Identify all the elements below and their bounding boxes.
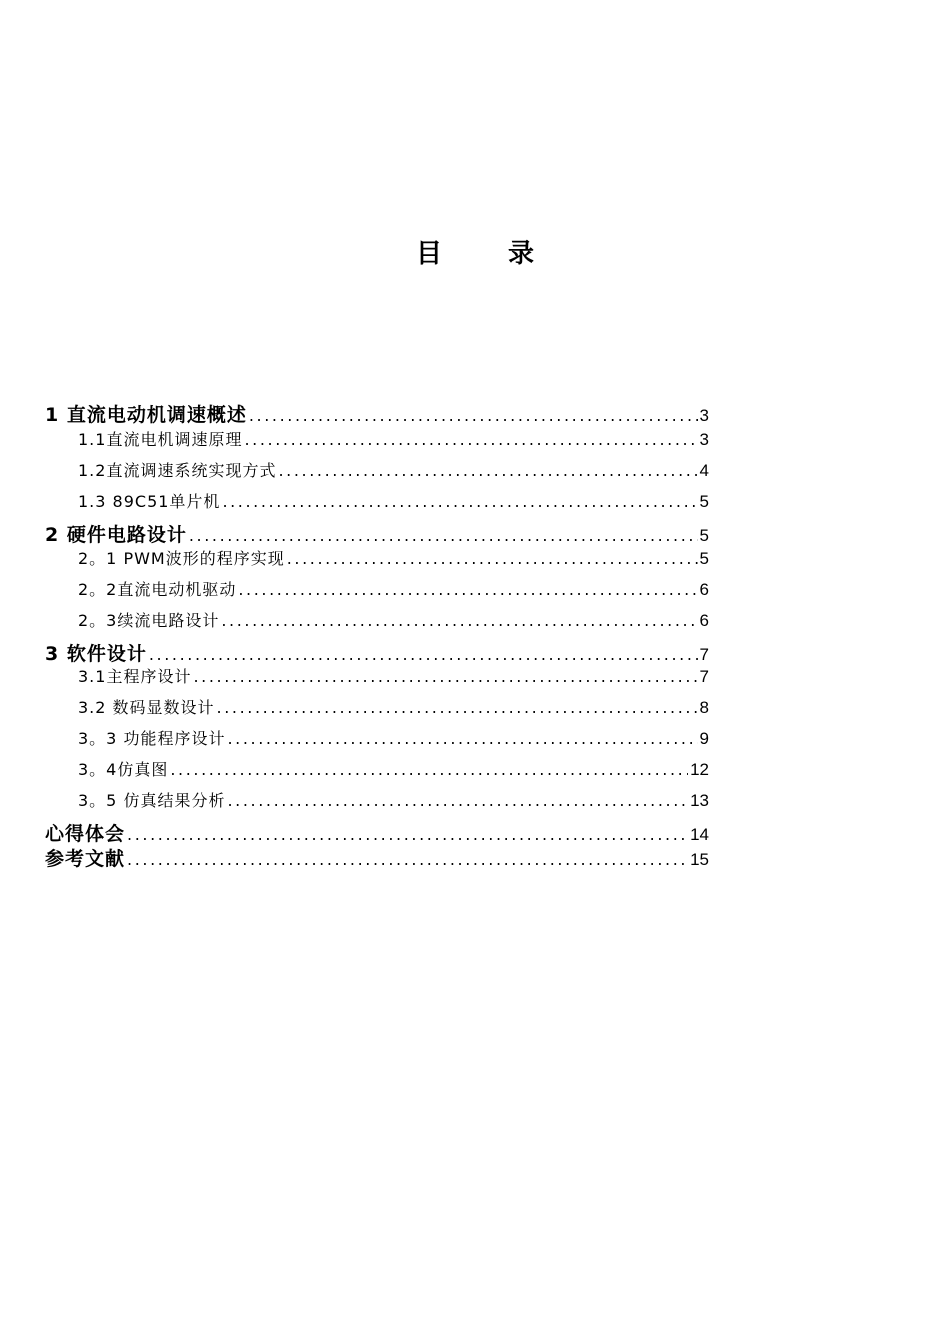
toc-entry-page: 7 [699, 645, 709, 664]
page-title-char-2: 录 [508, 239, 535, 269]
toc-entry-2-3[interactable] [45, 608, 709, 631]
toc-entry-page: 3 [699, 430, 709, 449]
toc-entry-3-3[interactable] [45, 726, 709, 749]
toc-entry-1[interactable] [45, 400, 709, 427]
toc-entry-page: 5 [699, 549, 709, 568]
toc-entry-label: 1.3 89C51单片机 [78, 492, 221, 511]
page-title [0, 233, 950, 270]
toc-entry-3-5[interactable] [45, 788, 709, 811]
toc-entry-page: 13 [690, 791, 709, 810]
toc-entry-label: 参考文献 [45, 848, 126, 870]
toc-entry-2[interactable] [45, 520, 709, 547]
toc-entry-3[interactable] [45, 639, 709, 666]
toc-leader-dots [189, 528, 698, 544]
toc-entry-page: 7 [699, 667, 709, 686]
toc-leader-dots [287, 551, 698, 567]
toc-entry-label: 3。4仿真图 [78, 760, 169, 779]
toc-entry-label: 1.2直流调速系统实现方式 [78, 461, 277, 480]
toc-leader-dots [227, 793, 688, 809]
toc-leader-dots [249, 408, 698, 424]
toc-entry-page: 8 [699, 698, 709, 717]
toc-leader-dots [221, 613, 697, 629]
toc-entry-3-1[interactable] [45, 664, 709, 687]
toc-leader-dots [127, 852, 688, 868]
toc-entry-page: 5 [699, 526, 709, 545]
toc-leader-dots [238, 582, 697, 598]
toc-entry-page: 9 [699, 729, 709, 748]
toc-entry-label: 3。5 仿真结果分析 [78, 791, 226, 810]
toc-entry-label: 2 硬件电路设计 [45, 524, 187, 546]
toc-entry-2-2[interactable] [45, 577, 709, 600]
toc-entry-label: 3 软件设计 [45, 643, 147, 665]
toc-leader-dots [170, 762, 688, 778]
toc-entry-page: 3 [699, 406, 709, 425]
toc-entry-page: 14 [690, 825, 709, 844]
toc-entry-label: 2。2直流电动机驱动 [78, 580, 237, 599]
toc-entry-label: 心得体会 [45, 823, 126, 845]
toc-leader-dots [217, 700, 698, 716]
toc-leader-dots [244, 432, 697, 448]
toc-leader-dots [222, 494, 697, 510]
toc-leader-dots [193, 669, 697, 685]
page-title-char-1: 目 [415, 239, 442, 269]
toc-entry-1-3[interactable] [45, 489, 709, 512]
toc-entry-page: 6 [699, 580, 709, 599]
toc-leader-dots [278, 463, 697, 479]
toc-entry-label: 2。3续流电路设计 [78, 611, 220, 630]
toc-entry-reflections[interactable] [45, 819, 709, 846]
toc-entry-label: 3。3 功能程序设计 [78, 729, 226, 748]
toc-entry-label: 2。1 PWM波形的程序实现 [78, 549, 285, 568]
toc-entry-3-2[interactable] [45, 695, 709, 718]
toc-entry-label: 3.1主程序设计 [78, 667, 192, 686]
toc-leader-dots [149, 647, 698, 663]
toc-entry-references[interactable] [45, 844, 709, 871]
toc-entry-page: 4 [699, 461, 709, 480]
toc-entry-page: 5 [699, 492, 709, 511]
toc-entry-page: 15 [690, 850, 709, 869]
toc-leader-dots [227, 731, 697, 747]
toc-entry-1-2[interactable] [45, 458, 709, 481]
toc-entry-2-1[interactable] [45, 546, 709, 569]
toc-entry-page: 12 [690, 760, 709, 779]
toc-entry-label: 1 直流电动机调速概述 [45, 404, 247, 426]
toc-entry-page: 6 [699, 611, 709, 630]
toc-entry-label: 1.1直流电机调速原理 [78, 430, 243, 449]
toc-leader-dots [127, 827, 688, 843]
toc-entry-3-4[interactable] [45, 757, 709, 780]
toc-entry-1-1[interactable] [45, 427, 709, 450]
toc-entry-label: 3.2 数码显数设计 [78, 698, 215, 717]
